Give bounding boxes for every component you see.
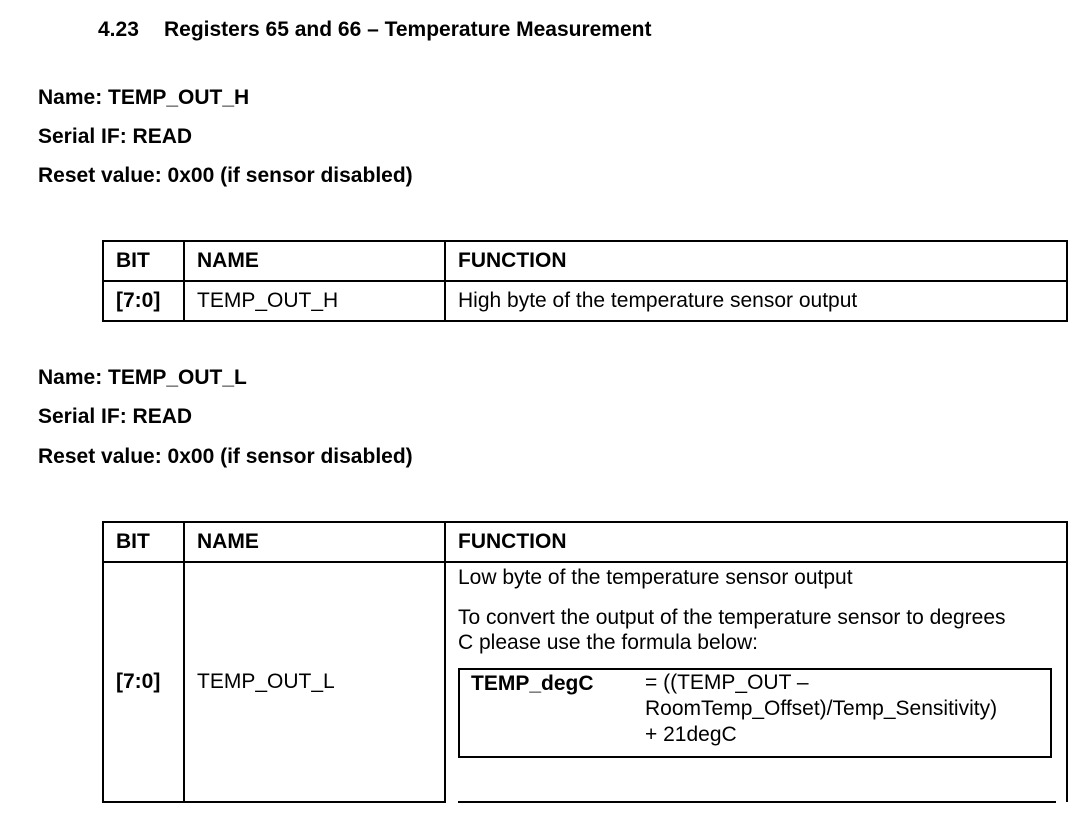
section-title: Registers 65 and 66 – Temperature Measurement <box>164 18 652 41</box>
formula-rhs <box>645 670 1045 748</box>
section-heading <box>98 18 651 42</box>
formula-rhs-line-3: + 21degC <box>645 723 737 746</box>
register-serial-l: Serial IF: READ <box>38 405 193 428</box>
table-row <box>103 562 1067 802</box>
header-function: FUNCTION <box>445 522 1067 562</box>
register-name-l: Name: TEMP_OUT_L <box>38 366 247 389</box>
function-line-3: C please use the formula below: <box>458 631 758 654</box>
table-header-row <box>103 241 1067 281</box>
row-name: TEMP_OUT_H <box>184 281 445 321</box>
register-table-h <box>102 240 1068 322</box>
formula-lhs: TEMP_degC <box>471 672 594 695</box>
row-bit: [7:0] <box>103 562 184 802</box>
register-table-l <box>102 521 1068 803</box>
row-function <box>445 562 1067 802</box>
header-bit: BIT <box>103 522 184 562</box>
header-bit: BIT <box>103 241 184 281</box>
function-line-2: To convert the output of the temperature sensor to degrees <box>458 606 1006 629</box>
register-reset-l: Reset value: 0x00 (if sensor disabled) <box>38 445 413 468</box>
table-row <box>103 281 1067 321</box>
row-function: High byte of the temperature sensor output <box>445 281 1067 321</box>
section-number: 4.23 <box>98 18 139 41</box>
table-header-row <box>103 522 1067 562</box>
row-bit: [7:0] <box>103 281 184 321</box>
header-name: NAME <box>184 522 445 562</box>
row-name: TEMP_OUT_L <box>184 562 445 802</box>
header-function: FUNCTION <box>445 241 1067 281</box>
function-line-1: Low byte of the temperature sensor output <box>458 566 853 589</box>
formula-rhs-line-1: = ((TEMP_OUT – <box>645 671 809 694</box>
register-name-h: Name: TEMP_OUT_H <box>38 86 250 109</box>
header-name: NAME <box>184 241 445 281</box>
function-bottom-rule <box>458 801 1056 803</box>
formula-rhs-line-2: RoomTemp_Offset)/Temp_Sensitivity) <box>645 697 998 720</box>
formula-box <box>458 668 1052 758</box>
register-serial-h: Serial IF: READ <box>38 125 193 148</box>
register-reset-h: Reset value: 0x00 (if sensor disabled) <box>38 164 413 187</box>
